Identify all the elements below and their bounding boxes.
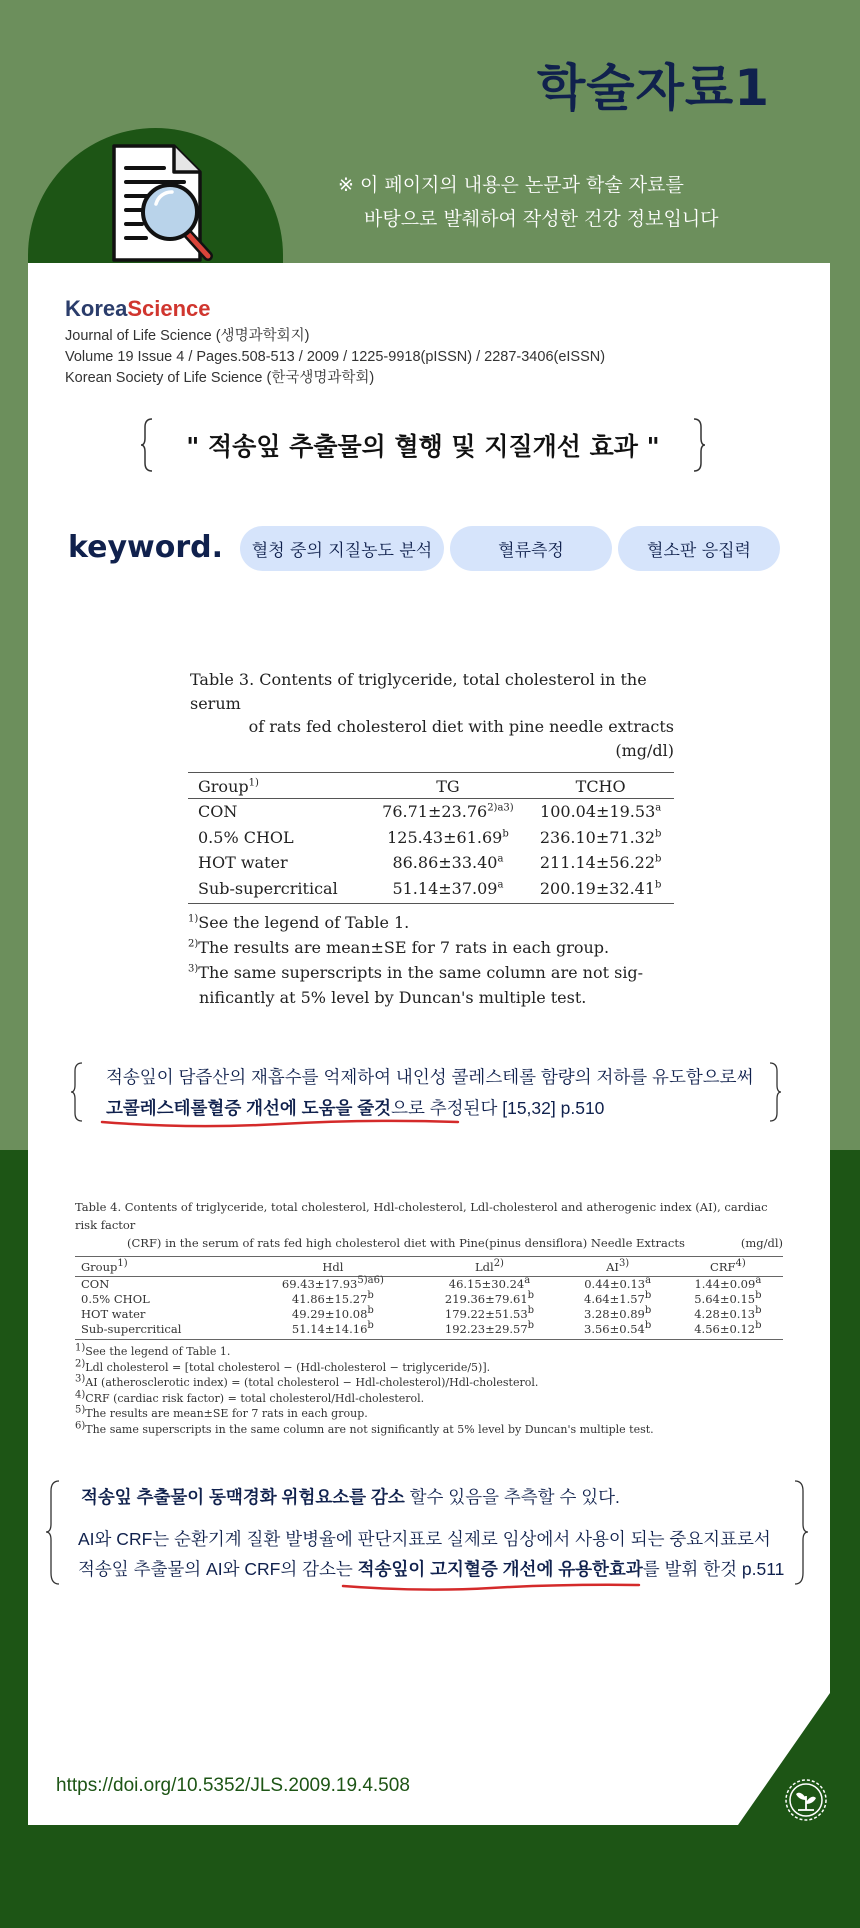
left-brace-icon	[45, 1480, 61, 1585]
right-brace-icon	[692, 418, 706, 472]
keyword-pill-platelet: 혈소판 응집력	[618, 526, 780, 571]
table-row: CON $69.43\pm 17.93^{5)a6)}$ 46.15±30.24$^a$ 0.44±0.13$^a$ 1.44±0.09$^a$	[81, 1275, 762, 1291]
table-4	[75, 1198, 783, 1437]
leaf-badge-icon	[784, 1778, 828, 1822]
quote-2-body: AI와 CRF는 순환기계 질환 발병율에 판단지표로 실제로 임상에서 사용이 되는 중요지표로서 적송잎 추출물의 AI와 CRF의 감소는 적송잎이 고지혈증 개선에 유용한효과를 발휘 한것 p.511	[78, 1529, 785, 1579]
journal-name: Journal of Life Science (생명과학회지)	[65, 328, 310, 344]
red-underline-icon	[100, 1116, 460, 1130]
koreascience-logo: KoreaScience	[65, 296, 211, 321]
keyword-label: keyword.	[68, 530, 224, 565]
table-3	[188, 668, 674, 1010]
left-brace-icon	[140, 418, 154, 472]
quote-2-line-1: 적송잎 추출물이 동맥경화 위험요소를 감소 할수 있음을 추측할 수 있다.	[81, 1487, 620, 1507]
table-row: Sub-supercritical 51.14±14.16$^b$ 192.23±29.57$^b$ 3.56±0.54$^b$ 4.56±0.12$^b$	[75, 1322, 783, 1340]
table-3-caption: Table 3. Contents of triglyceride, total cholesterol in the serum of rats fed cholesterol diet with pine needle extracts (mg/dl)	[190, 670, 674, 760]
table-row: 0.5% CHOL 41.86±15.27$^b$ 219.36±79.61$^b$ 4.64±1.57$^b$ 5.64±0.15$^b$	[81, 1290, 762, 1306]
table-4-header: Group$^{1)}$	[75, 1257, 249, 1277]
study-title	[140, 418, 706, 472]
table-4-caption: Table 4. Contents of triglyceride, total cholesterol, Hdl-cholesterol, Ldl-cholesterol and atherogenic index (AI), cardiac risk factor (CRF) in the serum of rats fed high cholesterol diet with Pine(pinus densiflora) Needle Extracts (mg/dl)	[75, 1200, 783, 1250]
table-4-header: CRF$^{4)}$	[673, 1257, 783, 1277]
right-brace-icon	[768, 1062, 782, 1122]
quote-2-highlight: 적송잎이 고지혈증 개선에 유용한효과	[357, 1559, 643, 1579]
notice	[338, 168, 719, 236]
table-row: HOT water 86.86±33.40$^a$ 211.14±56.22$^b$	[198, 853, 662, 872]
table-4-header: Hdl	[249, 1257, 416, 1277]
right-brace-icon	[793, 1480, 809, 1585]
table-3-notes: $^{1)}$See the legend of Table 1. $^{2)}$The results are mean±SE for 7 rats in each group. $^{3)}$The same superscripts in the same column are not sig- nificantly at 5% level by Duncan's multiple test.	[188, 913, 644, 1007]
quote-1-highlight: 고콜레스테롤혈증 개선에 도움을 줄것	[106, 1098, 392, 1118]
table-4-grid	[75, 1256, 783, 1340]
table-4-header: Ldl$^{2)}$	[416, 1257, 562, 1277]
journal-info	[65, 326, 605, 389]
notice-line-2: 바탕으로 발췌하여 작성한 건강 정보입니다	[364, 208, 719, 230]
journal-volume: Volume 19 Issue 4 / Pages.508-513 / 2009 / 1225-9918(pISSN) / 2287-3406(eISSN)	[65, 349, 606, 365]
quote-1	[70, 1062, 782, 1122]
document-magnifier-icon	[108, 142, 218, 267]
table-row: 0.5% CHOL 125.43±61.69$^b$ 236.10±71.32$^b$	[198, 827, 662, 847]
doi-link[interactable]: https://doi.org/10.5352/JLS.2009.19.4.508	[56, 1775, 410, 1796]
table-3-header: Group$^{1)}$	[188, 773, 369, 799]
table-3-header: TCHO	[527, 773, 674, 799]
quote-1-text: 적송잎이 담즙산의 재흡수를 억제하여 내인성 콜레스테롤 함량의 저하를 유도함으로써 고콜레스테롤혈증 개선에 도움을 줄것으로 추정된다 [15,32] p.510	[106, 1067, 754, 1118]
table-row: HOT water 49.29±10.08$^b$ 179.22±51.53$^b$ 3.28±0.89$^b$ 4.28±0.13$^b$	[81, 1305, 762, 1321]
table-4-header: AI$^{3)}$	[563, 1257, 673, 1277]
keyword-pill-lipid: 혈청 중의 지질농도 분석	[240, 526, 444, 571]
table-row: CON $76.71\pm 23.76^{2)a3)}$ 100.04±19.53$^a$	[198, 802, 662, 821]
table-4-notes: $^{1)}$See the legend of Table 1. $^{2)}$Ldl cholesterol = [total cholesterol − (Hdl-cholesterol − triglyceride/5)]. $^{3)}$AI (atherosclerotic index) = (total cholesterol − Hdl-cholesterol)/Hdl-cholesterol. $^{4)}$CRF (cardiac risk factor) = total cholesterol/Hdl-cholesterol. $^{5)}$The results are mean±SE for 7 rats in each group. $^{6)}$The same superscripts in the same column are not significantly at 5% level by Duncan's multiple test.	[75, 1342, 654, 1436]
study-title-text: " 적송잎 추출물의 혈행 및 지질개선 효과 "	[186, 432, 660, 461]
table-3-grid	[188, 772, 674, 904]
quote-2	[45, 1480, 809, 1585]
journal-society: Korean Society of Life Science (한국생명과학회)	[65, 370, 375, 386]
table-row: Sub-supercritical 51.14±37.09$^a$ 200.19±32.41$^b$	[188, 876, 674, 904]
left-brace-icon	[70, 1062, 84, 1122]
keyword-pill-bloodflow: 혈류측정	[450, 526, 612, 571]
red-underline-icon	[341, 1581, 641, 1593]
page-title: 학술자료1	[537, 59, 770, 117]
notice-line-1: ※ 이 페이지의 내용은 논문과 학술 자료를	[338, 174, 684, 196]
table-3-header: TG	[369, 773, 528, 799]
